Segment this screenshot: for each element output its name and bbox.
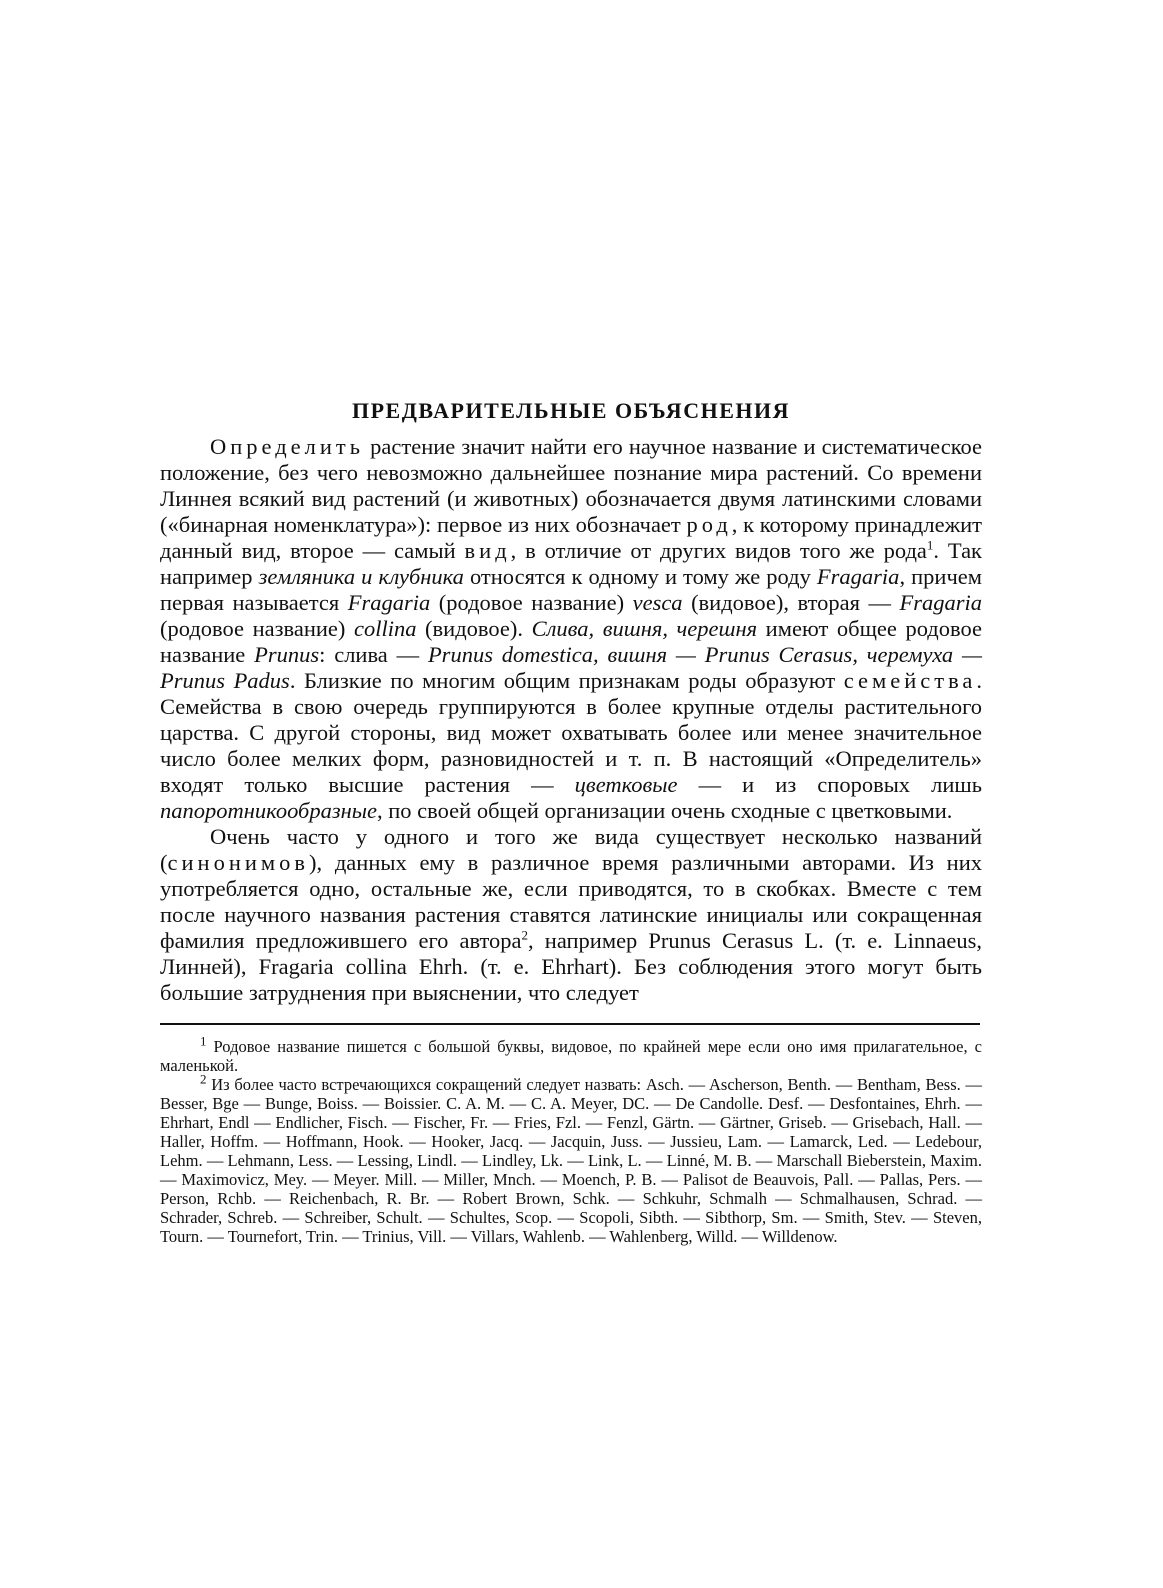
text: Очень часто у одного и того же вида существует несколько названий ( [160,824,982,875]
emphasis-term: вид [464,538,511,563]
footnote-mark: 1 [200,1033,207,1049]
emphasis-term: синонимов [167,850,310,875]
text: (родовое название) [430,590,633,615]
emphasis-term: род [686,512,732,537]
text: растение значит найти его научное название и систематическое положение, без чего невозможно дальнейшее познание мира растений. Со времени Линнея всякий вид растений (и животных) обозначается двумя латинскими словами («бинарная номенклатура»): первое из них обозначает [160,434,982,537]
text: . Близкие по многим общим признакам роды образуют [289,668,844,693]
text: , к которому принадлежит данный вид, второе — самый [160,512,982,563]
footnote-mark: 2 [200,1071,207,1087]
latin-name: collina [353,616,417,641]
latin-name: Prunus [254,642,320,667]
paragraph-2 [160,824,982,1006]
paragraph-1 [160,434,982,824]
page-content [160,398,982,1246]
footnote-2 [160,1071,982,1246]
italic-term: Prunus domestica, вишня — Prunus Cerasus, черемуха — Prunus Padus [160,642,982,693]
text: . Так например [160,538,982,589]
text: , по своей общей организации очень сходные с цветковыми. [377,798,953,823]
latin-name: Fragaria [899,590,982,615]
text: (видовое), вторая — [682,590,900,615]
text: имеют общее родовое название [160,616,982,667]
footnote-ref-1: 1 [926,537,934,553]
italic-term: цветковые [574,772,678,797]
text: , причем первая называется [160,564,983,615]
latin-name: vesca [632,590,683,615]
footnote-ref-2: 2 [521,927,529,943]
italic-term: папоротникообразные [160,798,378,823]
emphasis-term: семейства [843,668,977,693]
text: (родовое название) [160,616,354,641]
text: : слива — [319,642,428,667]
text: ), данных ему в различное время различными авторами. Из них употребляется одно, остальные же, если приводятся, то в скобках. Вместе с тем после научного названия растения ставятся латинские инициалы или сокращенная фамилия предложившего его автора [160,850,982,953]
text: (видовое). [416,616,532,641]
latin-name: Fragaria [816,564,900,589]
page-title: ПРЕДВАРИТЕЛЬНЫЕ ОБЪЯСНЕНИЯ [352,398,790,423]
emphasis-term: Определить [210,434,365,459]
footnote-text: Из более часто встречающихся сокращений следует назвать: Asch. — Ascherson, Benth. — Bentham, Bess. — Besser, Bge — Bunge, Boiss. — Boissier. C. A. M. — C. A. Meyer, DC. — De Candolle. Desf. — Desfontaines, Ehrh. — Ehrhart, Endl — Endlicher, Fisch. — Fischer, Fr. — Fries, Fzl. — Fenzl, Gärtn. — Gärtner, Griseb. — Grisebach, Hall. — Haller, Hoffm. — Hoffmann, Hook. — Hooker, Jacq. — Jacquin, Juss. — Jussieu, Lam. — Lamarck, Led. — Ledebour, Lehm. — Lehmann, Less. — Lessing, Lindl. — Lindley, Lk. — Link, L. — Linné, M. B. — Marschall Bieberstein, Maxim. — Maximovicz, Mey. — Meyer. Mill. — Miller, Mnch. — Moench, P. B. — Palisot de Beauvois, Pall. — Pallas, Pers. — Person, Rchb. — Reichenbach, R. Br. — Robert Brown, Schk. — Schkuhr, Schmalh — Schmalhausen, Schrad. — Schrader, Schreb. — Schreiber, Schult. — Schultes, Scop. — Scopoli, Sibth. — Sibthorp, Sm. — Smith, Stev. — Steven, Tourn. — Tournefort, Trin. — Trinius, Vill. — Villars, Wahlenb. — Wahlenberg, Willd. — Willdenow. [160,1075,982,1246]
italic-term: Слива, вишня, черешня [531,616,758,641]
latin-name: Fragaria [347,590,431,615]
text: , в отличие от других видов того же рода [510,538,927,563]
text: . Семейства в свою очередь группируются в более крупные отделы растительного царства. С другой стороны, вид может охватывать более или менее значительное число более мелких форм, разновидностей и т. п. В настоящий «Определитель» входят только высшие растения — [160,668,983,797]
footnote-text: Родовое название пишется с большой буквы, видовое, по крайней мере если оно имя прилагательное, с маленькой. [160,1037,982,1075]
italic-term: земляника и клубника [258,564,464,589]
text: — и из споровых лишь [677,772,982,797]
footnote-divider [160,1023,980,1025]
footnote-1 [160,1033,982,1075]
text: относятся к одному и тому же роду [463,564,817,589]
text: , например Prunus Cerasus L. (т. е. Linnaeus, Линней), Fragaria collina Ehrh. (т. е. Ehrhart). Без соблюдения этого могут быть большие затруднения при выяснении, что следует [160,928,983,1005]
